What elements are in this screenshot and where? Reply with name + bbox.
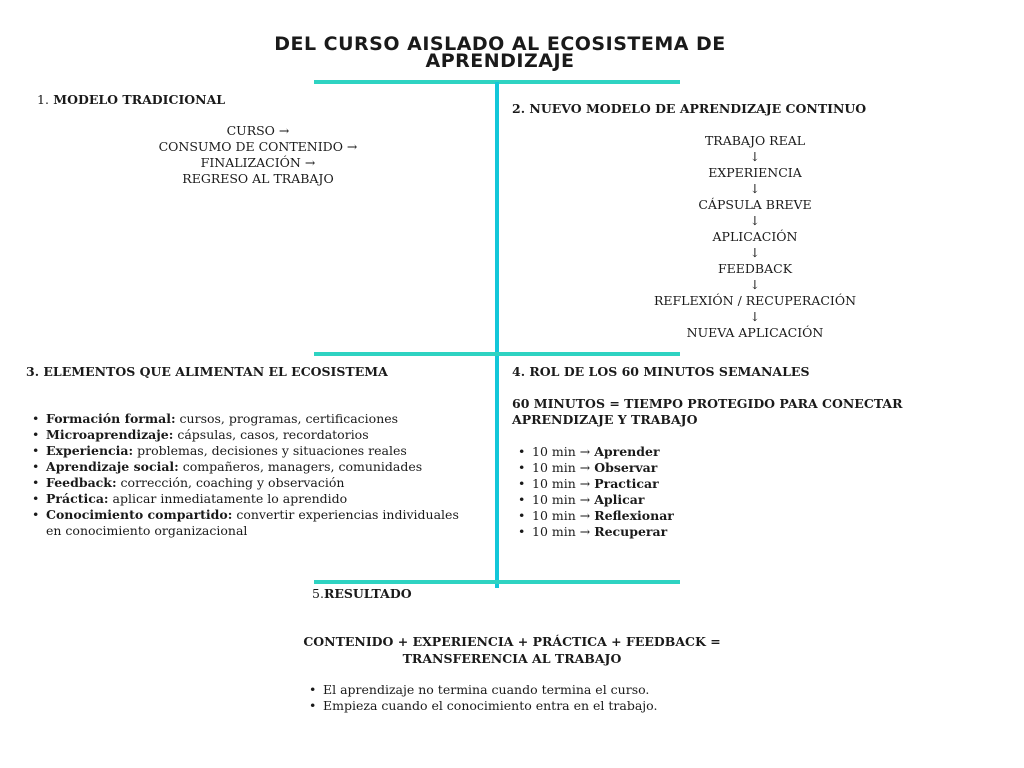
list-item: • 10 min → Observar [512,460,812,476]
section-2-heading: 2. NUEVO MODELO DE APRENDIZAJE CONTINUO [512,101,867,116]
section-1-heading [37,92,225,107]
list-item: • 10 min → Aprender [512,444,812,460]
flow-step: APLICACIÓN [712,229,798,244]
title-line-1: DEL CURSO AISLADO AL ECOSISTEMA DE [274,33,726,55]
list-item: • Práctica: aplicar inmediatamente lo aprendido [26,491,476,507]
section-4-heading: 4. ROL DE LOS 60 MINUTOS SEMANALES [512,364,810,379]
list-item: • El aprendizaje no termina cuando termina el curso. [303,682,723,698]
flow-arrow: ↓ [749,309,761,324]
traditional-flow [140,123,376,187]
flow-arrow: ↓ [749,277,761,292]
vertical-divider-line [495,82,499,588]
flow-arrow: ↓ [749,245,761,260]
list-item: • Empieza cuando el conocimiento entra en el trabajo. [303,698,723,714]
page-title [0,33,1000,72]
list-item: • Formación formal: cursos, programas, certificaciones [26,411,476,427]
flow-step: EXPERIENCIA [708,165,802,180]
flow-step: FINALIZACIÓN → [200,155,316,170]
flow-arrow: ↓ [749,149,761,164]
continuous-flow [605,133,905,341]
section-4-subheading: 60 MINUTOS = TIEMPO PROTEGIDO PARA CONECTAR APRENDIZAJE Y TRABAJO [512,396,903,427]
section-1-title: MODELO TRADICIONAL [53,92,226,107]
flow-step: CONSUMO DE CONTENIDO → [158,139,358,154]
middle-divider-line [314,352,680,356]
formula-line-2: TRANSFERENCIA AL TRABAJO [402,651,622,666]
section-5-heading [312,586,412,601]
list-item: • 10 min → Practicar [512,476,812,492]
section-5-number: 5. [312,586,324,601]
weekly-minutes-list [512,444,812,540]
flow-step: FEEDBACK [717,261,793,276]
ecosystem-elements-list [26,411,476,539]
flow-step: TRABAJO REAL [704,133,806,148]
list-item: • Feedback: corrección, coaching y observación [26,475,476,491]
list-item: • 10 min → Recuperar [512,524,812,540]
result-formula [262,633,762,667]
list-item: • 10 min → Aplicar [512,492,812,508]
flow-step: REGRESO AL TRABAJO [182,171,334,186]
list-item: • Microaprendizaje: cápsulas, casos, recordatorios [26,427,476,443]
formula-line-1: CONTENIDO + EXPERIENCIA + PRÁCTICA + FEEDBACK = [303,634,721,649]
list-item: • Experiencia: problemas, decisiones y situaciones reales [26,443,476,459]
flow-step: CÁPSULA BREVE [698,197,812,212]
result-list [303,682,723,714]
section-1-number: 1. [37,92,49,107]
list-item: • Aprendizaje social: compañeros, managers, comunidades [26,459,476,475]
flow-step: REFLEXIÓN / RECUPERACIÓN [653,293,857,308]
bottom-divider-line [314,580,680,584]
flow-step: NUEVA APLICACIÓN [686,325,824,340]
flow-arrow: ↓ [749,181,761,196]
section-3-heading: 3. ELEMENTOS QUE ALIMENTAN EL ECOSISTEMA [26,364,388,379]
list-item: • 10 min → Reflexionar [512,508,812,524]
title-line-2: APRENDIZAJE [425,50,575,72]
list-item: • Conocimiento compartido: convertir experiencias individuales en conocimiento organizacional [26,507,476,539]
flow-arrow: ↓ [749,213,761,228]
section-5-title: RESULTADO [323,586,412,601]
flow-step: CURSO → [226,123,290,138]
